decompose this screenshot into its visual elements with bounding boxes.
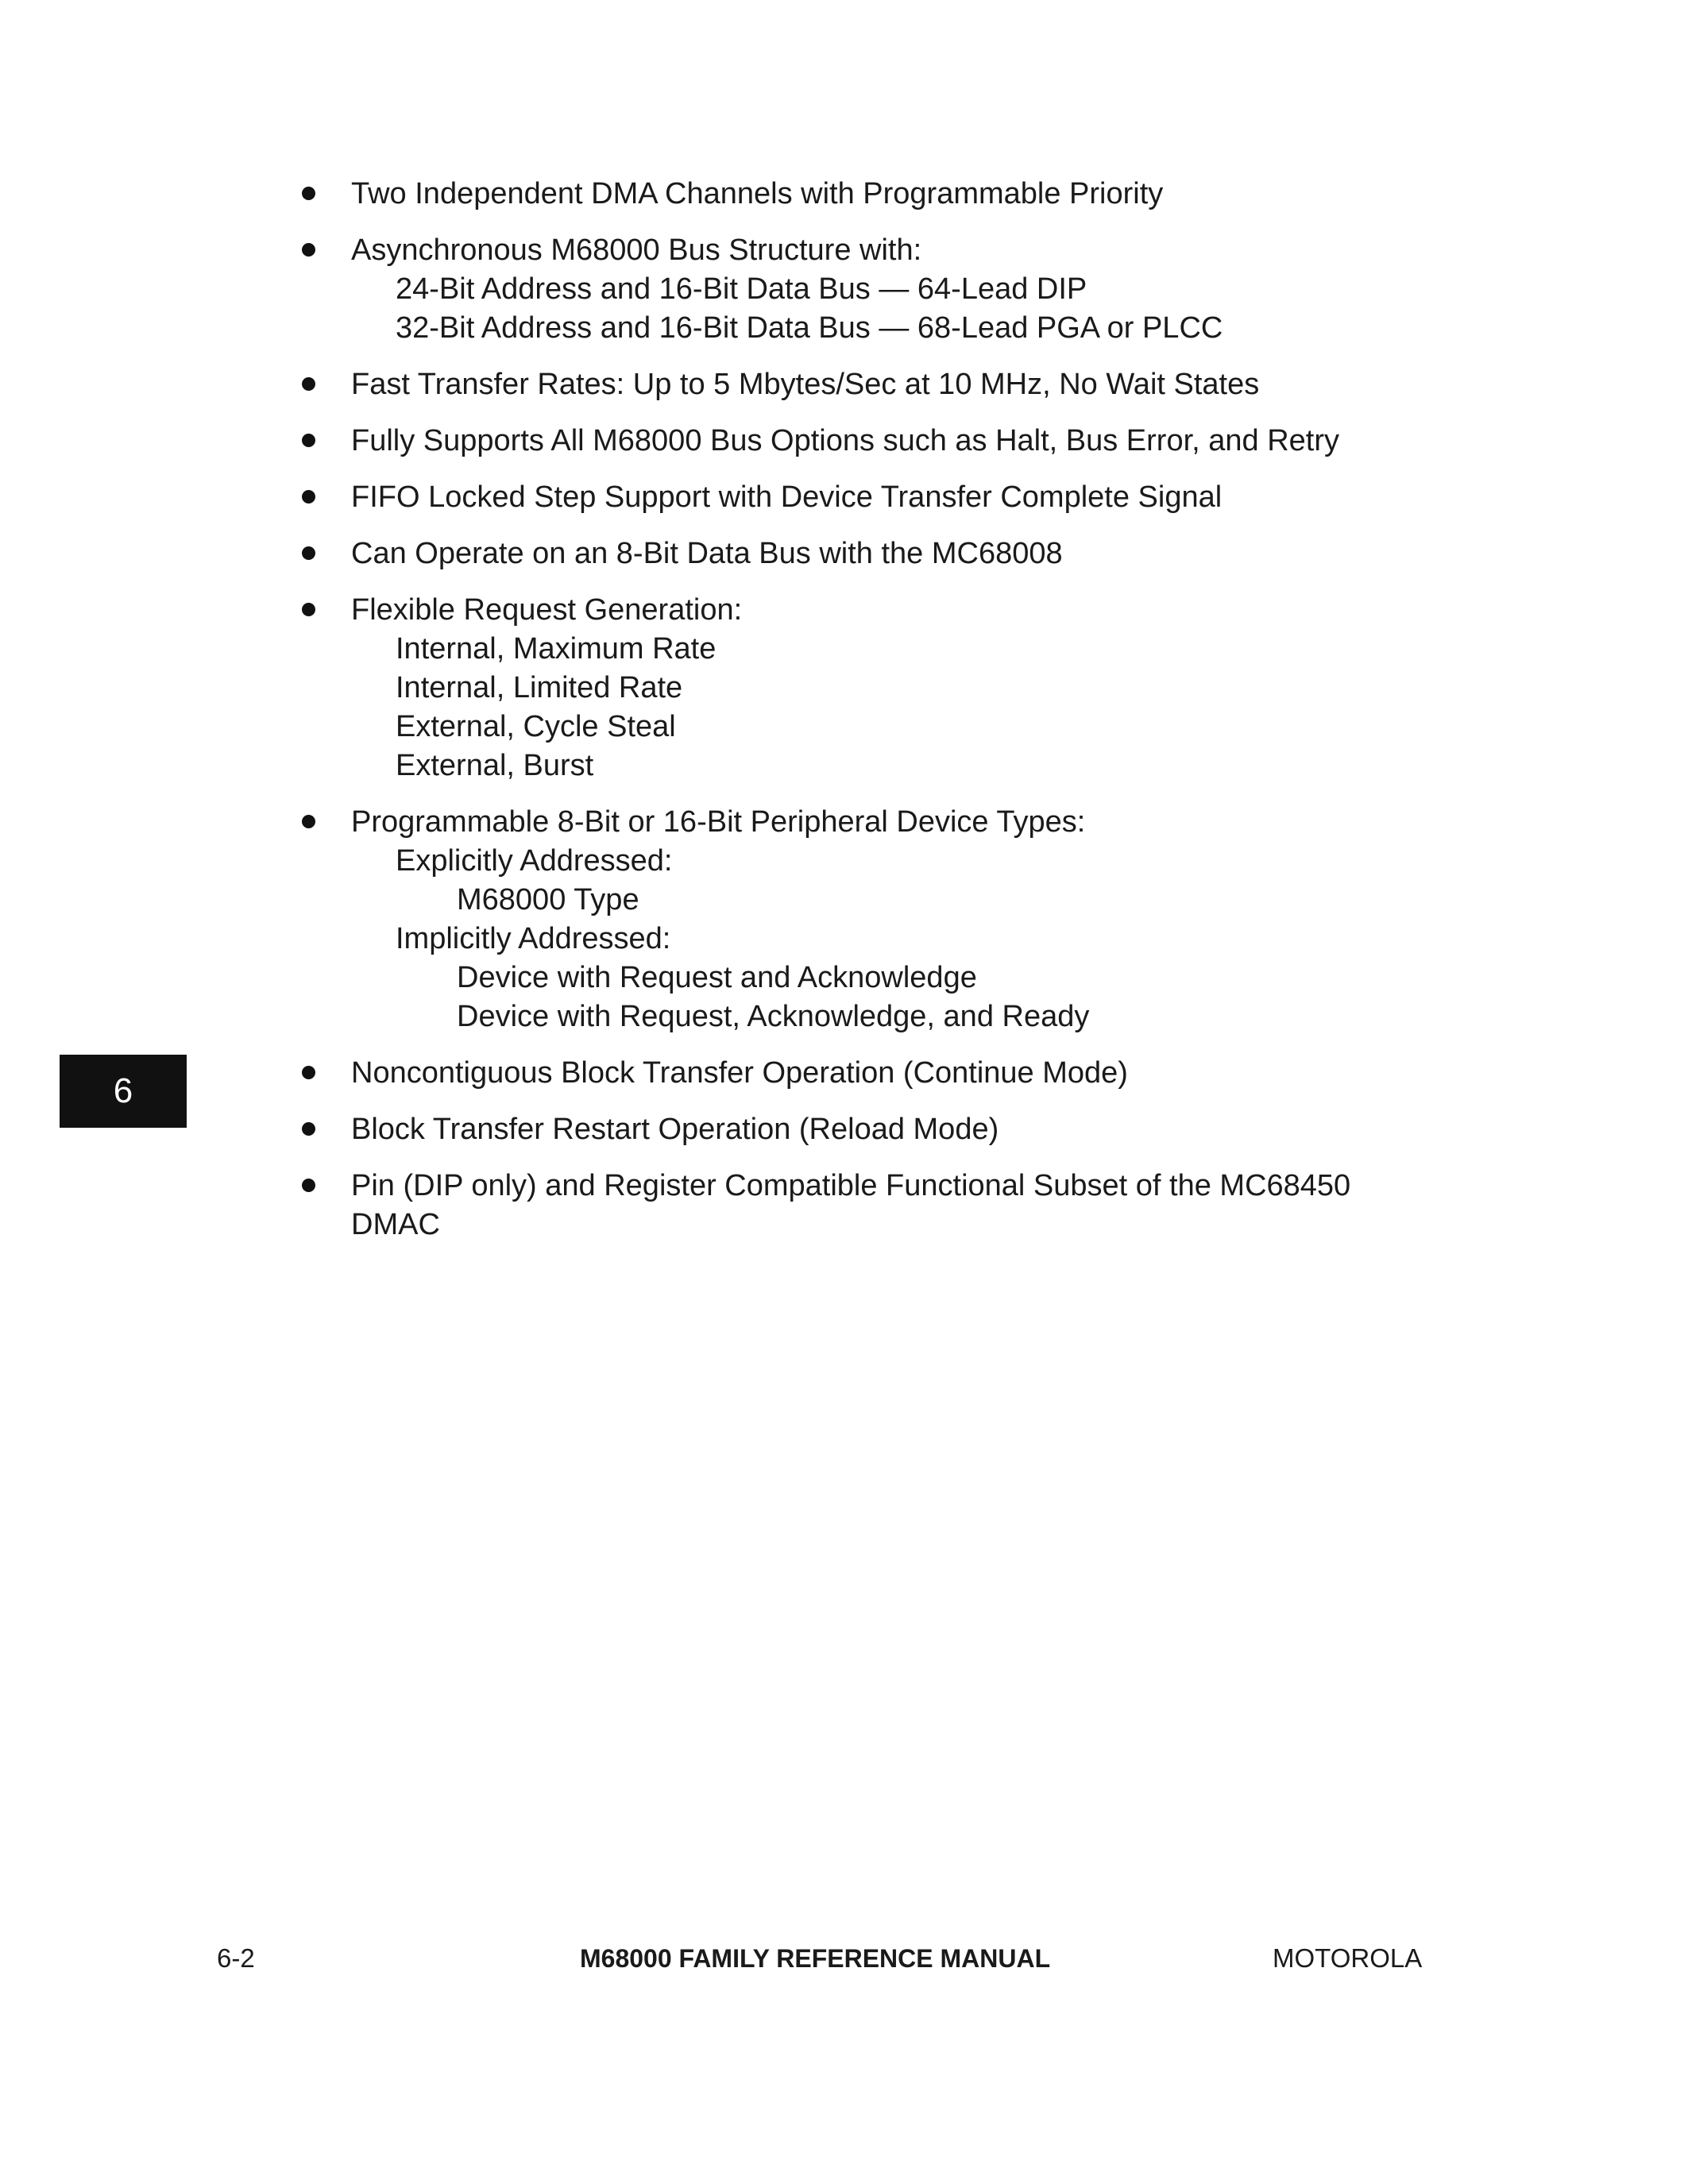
feature-item	[302, 534, 1462, 573]
feature-item	[302, 1167, 1462, 1244]
feature-text: Fully Supports All M68000 Bus Options such as Halt, Bus Error, and Retry	[351, 424, 1340, 457]
feature-subitem: Internal, Maximum Rate	[396, 632, 717, 666]
feature-item	[302, 1054, 1462, 1093]
chapter-tab: 6	[60, 1055, 187, 1128]
bullet-icon	[302, 546, 315, 560]
feature-text: Programmable 8-Bit or 16-Bit Peripheral Device Types:	[351, 805, 1086, 839]
bullet-icon	[302, 377, 315, 391]
bullet-icon	[302, 1066, 315, 1079]
bullet-icon	[302, 815, 315, 828]
feature-text: Can Operate on an 8-Bit Data Bus with the MC68008	[351, 537, 1063, 570]
feature-subitem: External, Burst	[396, 749, 594, 782]
feature-subitem: Implicitly Addressed:	[396, 922, 671, 955]
feature-item	[302, 175, 1462, 214]
feature-text: Fast Transfer Rates: Up to 5 Mbytes/Sec at 10 MHz, No Wait States	[351, 368, 1260, 401]
bullet-icon	[302, 603, 315, 616]
bullet-icon	[302, 490, 315, 504]
feature-item	[302, 1110, 1462, 1149]
bullet-icon	[302, 434, 315, 447]
feature-subitem: Internal, Limited Rate	[396, 671, 683, 704]
feature-text-continuation: DMAC	[351, 1208, 440, 1241]
feature-item	[302, 591, 1462, 785]
feature-text: Two Independent DMA Channels with Programmable Priority	[351, 177, 1164, 210]
feature-text: Asynchronous M68000 Bus Structure with:	[351, 233, 922, 267]
feature-text: Pin (DIP only) and Register Compatible Functional Subset of the MC68450	[351, 1169, 1351, 1202]
footer-title: M68000 FAMILY REFERENCE MANUAL	[580, 1944, 1051, 1973]
feature-subitem: 32-Bit Address and 16-Bit Data Bus — 68-Lead PGA or PLCC	[396, 311, 1223, 345]
feature-item	[302, 231, 1462, 348]
bullet-icon	[302, 1122, 315, 1136]
feature-subitem: External, Cycle Steal	[396, 710, 676, 743]
feature-text: Noncontiguous Block Transfer Operation (Continue Mode)	[351, 1056, 1128, 1090]
feature-text: FIFO Locked Step Support with Device Transfer Complete Signal	[351, 480, 1223, 514]
feature-subitem: Explicitly Addressed:	[396, 844, 673, 878]
feature-subitem: 24-Bit Address and 16-Bit Data Bus — 64-Lead DIP	[396, 272, 1087, 306]
bullet-icon	[302, 187, 315, 200]
bullet-icon	[302, 1179, 315, 1192]
footer-page-number: 6-2	[217, 1943, 255, 1973]
feature-subsubitem: Device with Request, Acknowledge, and Ready	[457, 1000, 1090, 1033]
feature-subsubitem: Device with Request and Acknowledge	[457, 961, 977, 994]
feature-list	[302, 175, 1462, 1262]
bullet-icon	[302, 243, 315, 257]
feature-subsubitem: M68000 Type	[457, 883, 639, 916]
feature-item	[302, 478, 1462, 517]
feature-item	[302, 803, 1462, 1036]
feature-text: Flexible Request Generation:	[351, 593, 743, 627]
feature-text: Block Transfer Restart Operation (Reload Mode)	[351, 1113, 999, 1146]
feature-item	[302, 365, 1462, 404]
feature-item	[302, 422, 1462, 461]
footer-brand: MOTOROLA	[1273, 1943, 1423, 1973]
